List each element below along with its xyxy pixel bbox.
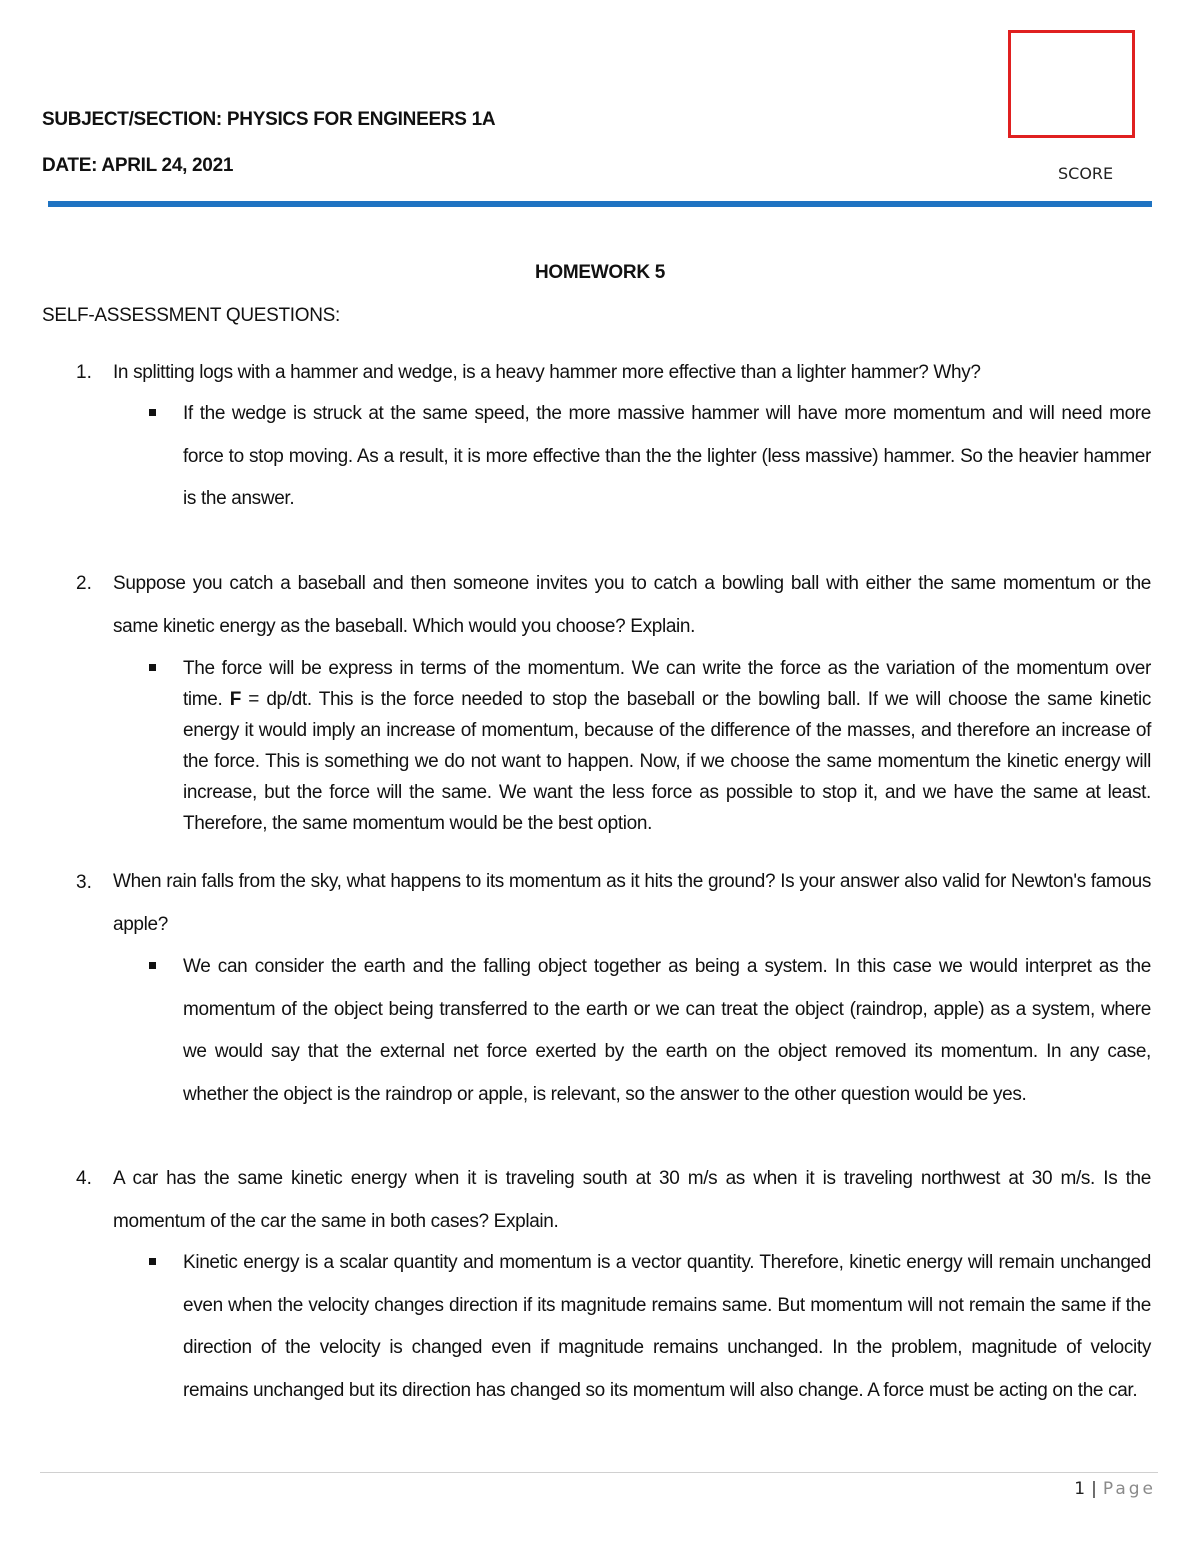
page-number: 1 [1074, 1479, 1086, 1499]
question-text: When rain falls from the sky, what happens to its momentum as it hits the ground? Is your answer also valid for Newton's famous apple? [113, 871, 1151, 935]
question-text: Suppose you catch a baseball and then someone invites you to catch a bowling ball with either the same momentum or the same kinetic energy as the baseball. Which would you choose? Explain. [113, 573, 1151, 637]
bullet-icon [149, 409, 156, 416]
answer-text: We can consider the earth and the falling object together as being a system. In this case we would interpret as the momentum of the object being transferred to the earth or we can treat the object (raindrop, apple) as a system, where we would say that the external net force exerted by the earth on the object removed its momentum. In any case, whether the object is the raindrop or apple, is relevant, so the answer to the other question would be yes. [183, 956, 1151, 1105]
bullet-icon [149, 1258, 156, 1265]
answer-text: Kinetic energy is a scalar quantity and momentum is a vector quantity. Therefore, kinetic energy will remain unchanged even when the velocity changes direction if its magnitude remains same. But momentum will not remain the same if the direction of the velocity is changed even if magnitude remains unchanged. In the problem, magnitude of velocity remains unchanged but its direction has changed so its momentum will also change. A force must be acting on the car. [183, 1252, 1151, 1401]
page-footer [1074, 1479, 1156, 1499]
question-number: 1. [76, 362, 92, 383]
homework-title: HOMEWORK 5 [534, 262, 665, 283]
subject-section-line: SUBJECT/SECTION: PHYSICS FOR ENGINEERS 1A [42, 109, 496, 130]
section-heading: SELF-ASSESSMENT QUESTIONS: [42, 305, 341, 326]
date-line: DATE: APRIL 24, 2021 [42, 155, 234, 176]
question-number: 4. [76, 1168, 92, 1189]
page-word: Page [1102, 1479, 1156, 1499]
question-text: A car has the same kinetic energy when it is traveling south at 30 m/s as when it is traveling northwest at 30 m/s. Is the momentum of the car the same in both cases? Explain. [113, 1168, 1151, 1232]
bullet-icon [149, 664, 156, 671]
answer-text: If the wedge is struck at the same speed, the more massive hammer will have more momentum and will need more force to stop moving. As a result, it is more effective than the the lighter (less massive) hammer. So the heavier hammer is the answer. [183, 403, 1151, 509]
header-divider [48, 201, 1152, 207]
force-symbol: F [229, 689, 241, 710]
answer-text-part: = dp/dt. This is the force needed to stop the baseball or the bowling ball. If we will choose the same kinetic energy it would imply an increase of momentum, because of the difference of the masses, and therefore an increase of the force. This is something we do not want to happen. Now, if we choose the same momentum the kinetic energy will increase, but the force will the same. We want the less force as possible to stop it, and we have the same at least. Therefore, the same momentum would be the best option. [183, 689, 1151, 834]
score-label: SCORE [1058, 164, 1114, 183]
question-number: 2. [76, 573, 92, 594]
question-text: In splitting logs with a hammer and wedge, is a heavy hammer more effective than a lighter hammer? Why? [113, 362, 981, 383]
answer-text [183, 653, 1151, 839]
footer-divider [40, 1472, 1158, 1473]
answer-text-part: The force will be express in terms of the momentum. We can write the force as the variation of the momentum over time. [183, 658, 1151, 710]
score-box [1008, 30, 1135, 138]
page-separator: | [1091, 1479, 1097, 1499]
bullet-icon [149, 962, 156, 969]
question-number: 3. [76, 872, 92, 893]
